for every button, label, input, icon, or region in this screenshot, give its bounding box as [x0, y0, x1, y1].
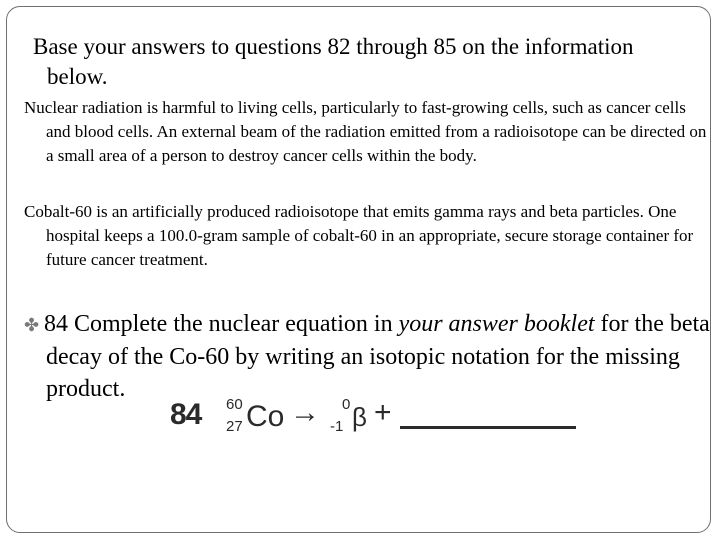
paragraph-radiation: Nuclear radiation is harmful to living cells, particularly to fast-growing cells, such as cancer cells and blood cells. An external beam of the radiation emitted from a radioisotope can be directed on a small area of a person to destroy cancer cells within the body.	[24, 98, 707, 165]
reaction-arrow-icon: →	[290, 396, 320, 429]
plus-sign: +	[374, 396, 392, 429]
question-emphasis: your answer booklet	[398, 311, 595, 337]
intro-text: Base your answers to questions 82 through 85 on the information below.	[33, 34, 634, 89]
beta-charge-number: -1	[330, 418, 344, 435]
equation-number: 84	[170, 398, 202, 431]
question-text-after: for the beta decay of the Co-60 by writing an isotopic notation for the missing product.	[46, 311, 710, 402]
reactant-mass-number: 60	[226, 396, 243, 413]
answer-blank[interactable]	[400, 426, 576, 429]
beta-mass-number: 0	[342, 396, 351, 413]
question-number: 84	[44, 311, 68, 337]
cobalt-nuclide	[226, 396, 286, 444]
paragraph-cobalt: Cobalt-60 is an artificially produced radioisotope that emits gamma rays and beta particles. One hospital keeps a 100.0-gram sample of cobalt-60 in an appropriate, secure storage container for future cancer treatment.	[24, 202, 694, 269]
question-text-before: Complete the nuclear equation in	[74, 311, 399, 337]
beta-particle	[330, 396, 370, 444]
beta-symbol: β	[352, 402, 367, 432]
nuclear-equation	[168, 390, 578, 450]
reactant-symbol: Co	[246, 400, 285, 433]
reactant-atomic-number: 27	[226, 418, 243, 435]
bullet-icon: ✤	[24, 315, 40, 335]
